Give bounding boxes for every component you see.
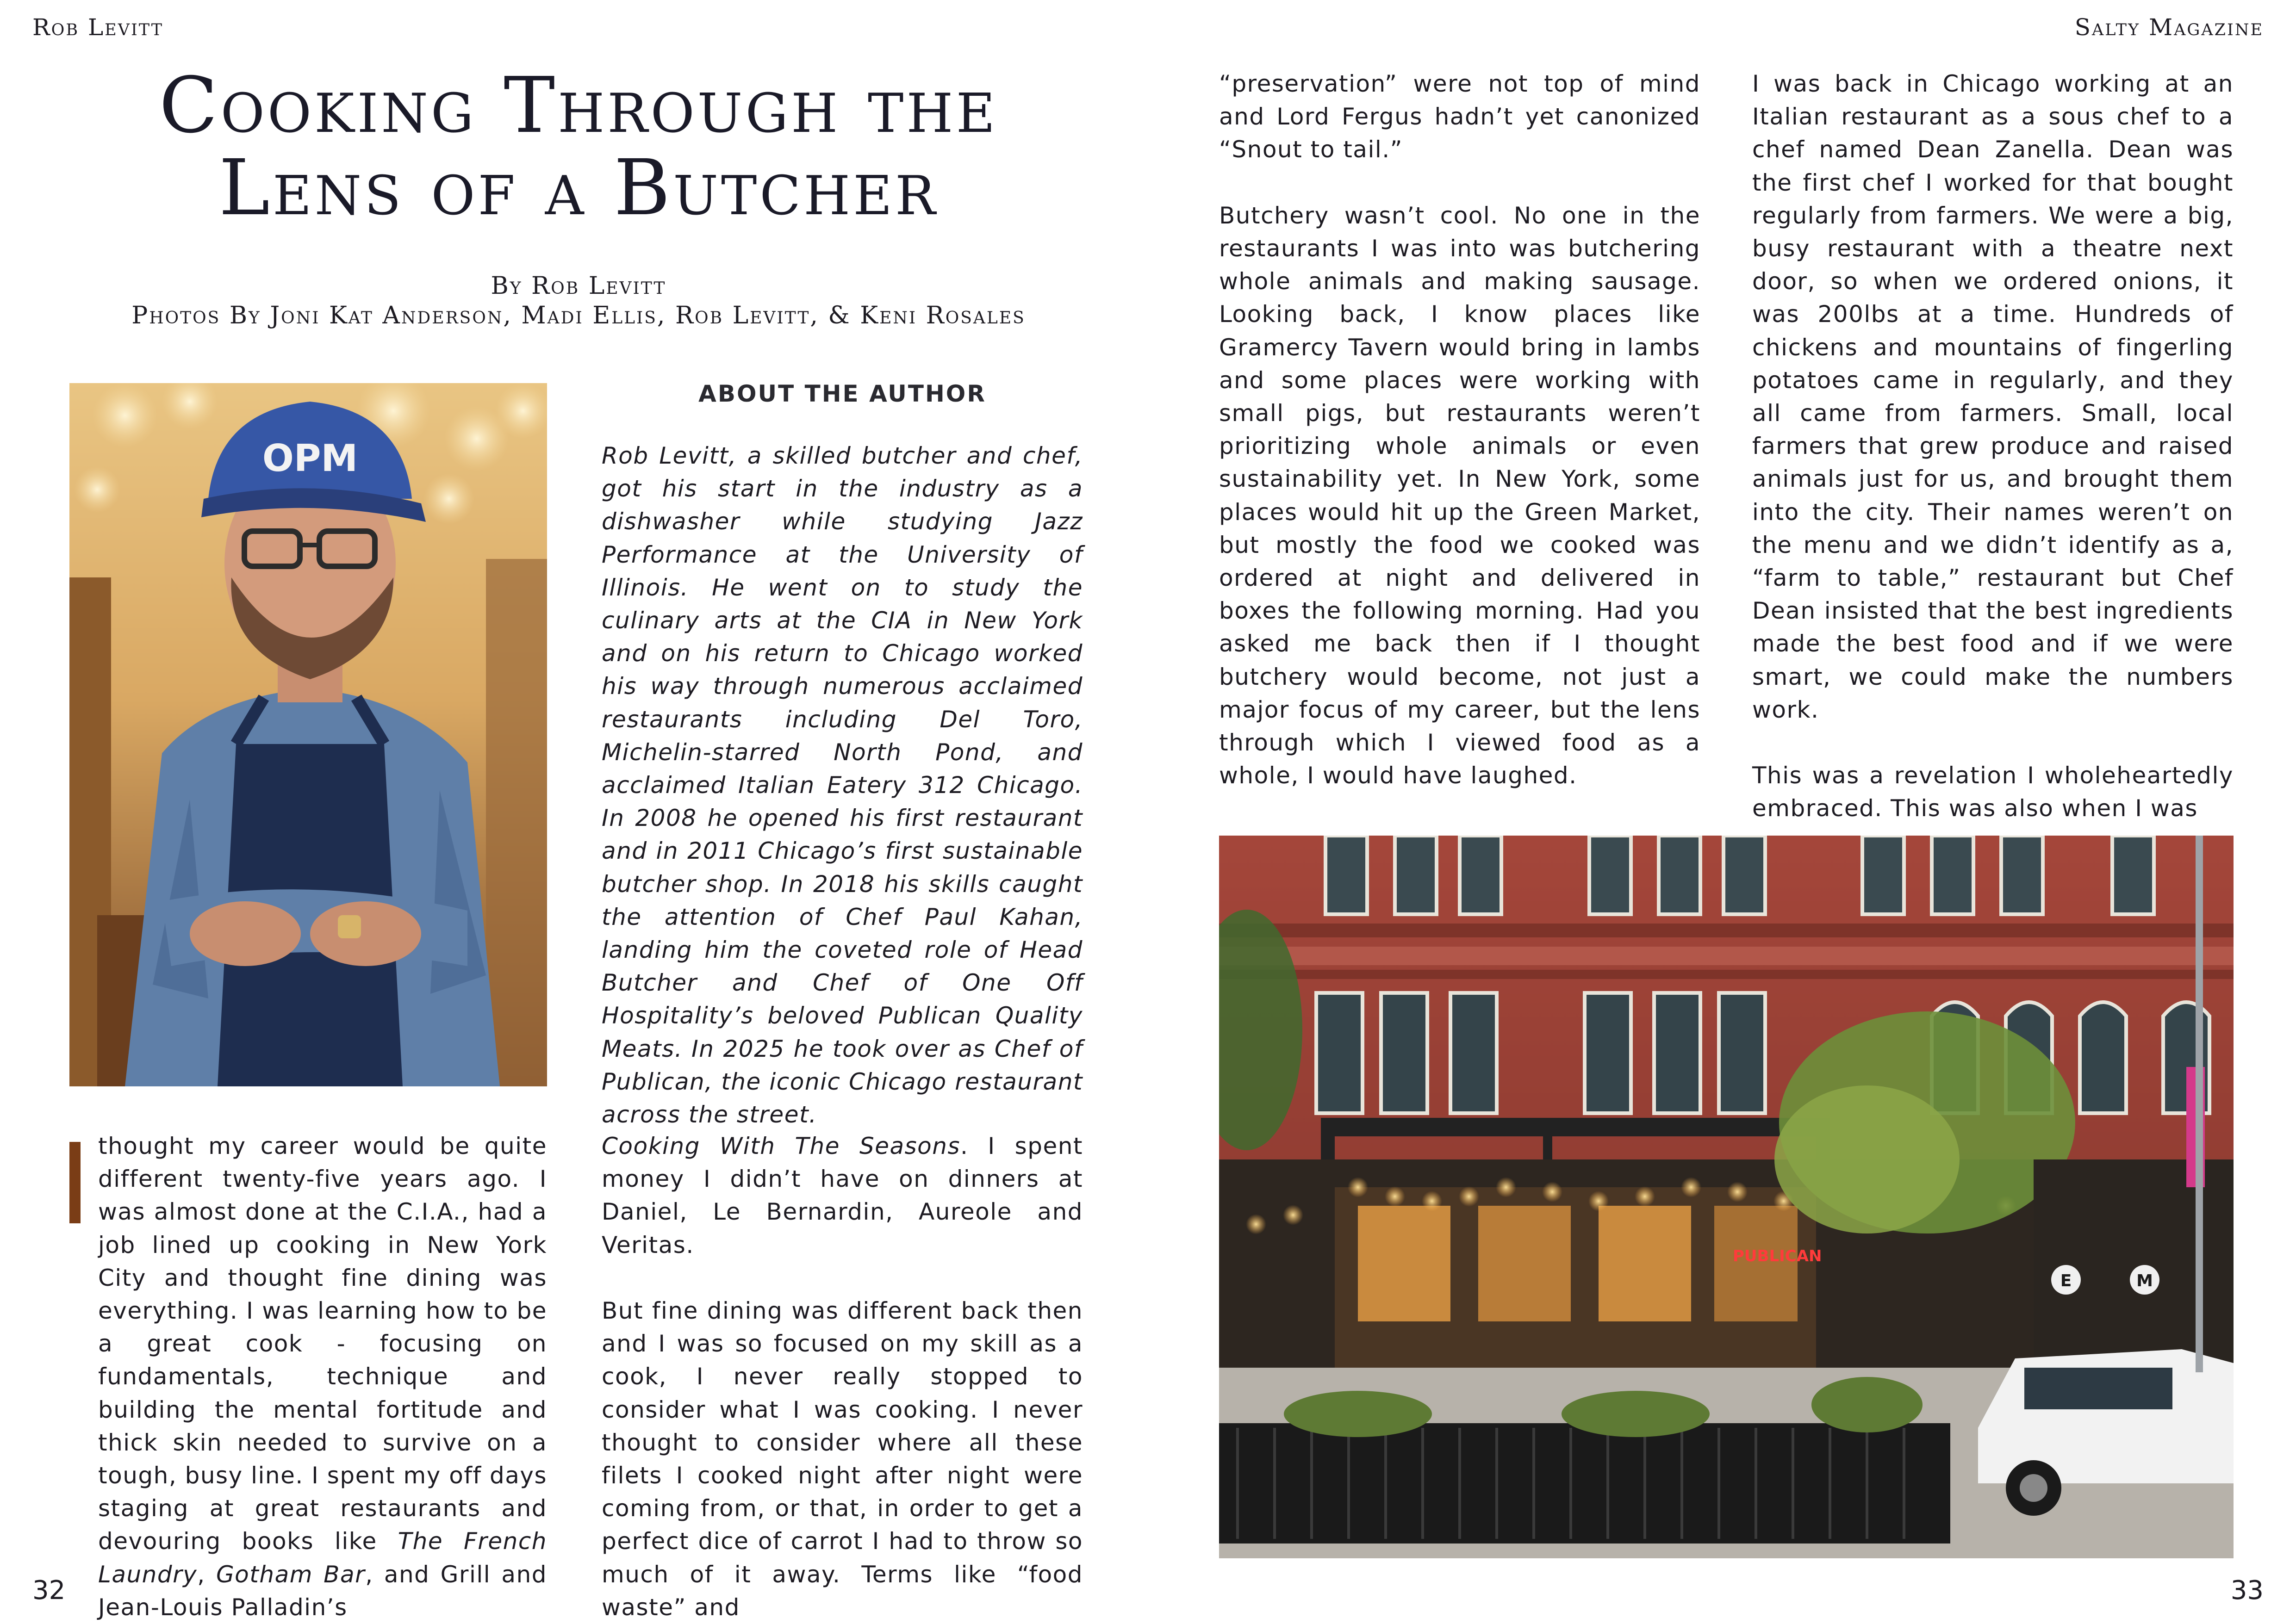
left-running-head: Rob Levitt bbox=[32, 14, 164, 41]
author-bio bbox=[602, 440, 1083, 1131]
right-running-head: Salty Magazine bbox=[2074, 14, 2264, 41]
body-col4-p2: This was a revelation I wholeheartedly embraced. This was also when I was bbox=[1752, 762, 2234, 822]
body-col3-p2: Butchery wasn’t cool. No one in the restaurants I was into was butchering whole animals and making sausage. Looking back, I know places like Gramercy Tavern would bring in lambs and some places were working with small pigs, but restaurants weren’t prioritizing whole animals or even sustainability yet. In New York, some places would hit up the Green Market, but mostly the food we cooked was ordered at night and delivered in boxes the following morning. Had you asked me back then if I thought butchery would become, not just a major focus of my career, but the lens through which I viewed food as a whole, I would have laughed. bbox=[1219, 202, 1700, 789]
tile-letter-m: M bbox=[2136, 1271, 2153, 1290]
byline: By Rob Levitt bbox=[491, 272, 666, 300]
book-title-gotham-bar: Gotham Bar bbox=[216, 1561, 366, 1588]
article-title-line2: Lens of a Butcher bbox=[218, 143, 939, 233]
body-column-3 bbox=[1219, 68, 1700, 792]
article-title-line1: Cooking Through the bbox=[159, 61, 998, 150]
credits bbox=[74, 271, 1083, 330]
body-col1-sep: , bbox=[197, 1561, 216, 1588]
tile-letter-e: E bbox=[2060, 1271, 2072, 1290]
body-col2-p1 bbox=[602, 1130, 1083, 1262]
author-portrait-photo bbox=[69, 383, 547, 1086]
body-col4-p1: I was back in Chicago working at an Italian restaurant as a sous chef to a chef named Dean Zanella. Dean was the first chef I worked for that bought regularly from farmers. We were a big, busy restaurant with a theatre next door, so when we ordered onions, it was 200lbs at a time. Hundreds of chickens and mountains of fingerling potatoes came in regularly, and they all came from farmers. Small, local farmers that grew produce and raised animals just for us, and brought them into the city. Their names weren’t on the menu and we didn’t identify as a, “farm to table,” restaurant but Chef Dean insisted that the best ingredients made the best food and if we were smart, we could make the numbers work. bbox=[1752, 70, 2234, 723]
author-bio-text: Rob Levitt, a skilled butcher and chef, got his start in the industry as a dishwasher while studying Jazz Performance at the University of Illinois. He went on to study the culinary arts at the CIA in New York and on his return to Chicago worked his way through numerous acclaimed restaurants including Del Toro, Michelin-starred North Pond, and acclaimed Italian Eatery 312 Chicago. In 2008 he opened his first restaurant and in 2011 Chicago’s first sustainable butcher shop. In 2018 his skills caught the attention of Chef Paul Kahan, landing him the coveted role of Head Butcher and Chef of One Off Hospitality’s beloved Publican Quality Meats. In 2025 he took over as Chef of Publican, the iconic Chicago restaurant across the street. bbox=[602, 442, 1083, 1128]
body-column-4 bbox=[1752, 68, 2234, 825]
article-title bbox=[74, 61, 1083, 233]
portrait-cap-letters: OPM bbox=[262, 437, 358, 480]
right-page-number: 33 bbox=[2230, 1575, 2264, 1605]
publican-storefront-photo bbox=[1219, 836, 2234, 1558]
storefront-neon-sign: PUBLICAN bbox=[1733, 1247, 1822, 1265]
body-col3-p1: “preservation” were not top of mind and Lord Fergus hadn’t yet canonized “Snout to tail.” bbox=[1219, 70, 1700, 163]
book-title-french-laundry: The French Laundry bbox=[98, 1528, 547, 1588]
body-col1-text-a: thought my career would be quite different twenty-five years ago. I was almost done at the C.I.A., had a job lined up cooking in New York City and thought fine dining was everything. I was learning how to be a great cook - focusing on fundamentals, technique and building the mental fortitude and thick skin needed to survive on a tough, busy line. I spent my off days staging at great restaurants and devouring books like bbox=[98, 1133, 547, 1555]
left-page-number: 32 bbox=[32, 1575, 66, 1605]
body-col1-text-b: , and Grill and Jean-Louis Palladin’s bbox=[98, 1561, 547, 1621]
body-col1-wrap bbox=[69, 1130, 547, 1624]
book-title-cooking-with-seasons: Cooking With The Seasons bbox=[602, 1133, 961, 1159]
body-col2-p2: But fine dining was different back then and I was so focused on my skill as a cook, I never really stopped to consider what I was cooking. I never thought to consider where all these filets I cooked night after night were coming from, or that, in order to get a perfect dice of carrot I had to throw so much of it away. Terms like “food waste” and bbox=[602, 1297, 1083, 1621]
body-col2-p1-rest: . I spent money I didn’t have on dinners at Daniel, Le Bernardin, Aureole and Veritas. bbox=[602, 1133, 1083, 1258]
body-column-2 bbox=[602, 1130, 1083, 1624]
about-author-heading: ABOUT THE AUTHOR bbox=[698, 380, 986, 407]
photo-credits: Photos By Joni Kat Anderson, Madi Ellis, Rob Levitt, & Keni Rosales bbox=[131, 302, 1026, 329]
body-column-1 bbox=[69, 1130, 547, 1624]
